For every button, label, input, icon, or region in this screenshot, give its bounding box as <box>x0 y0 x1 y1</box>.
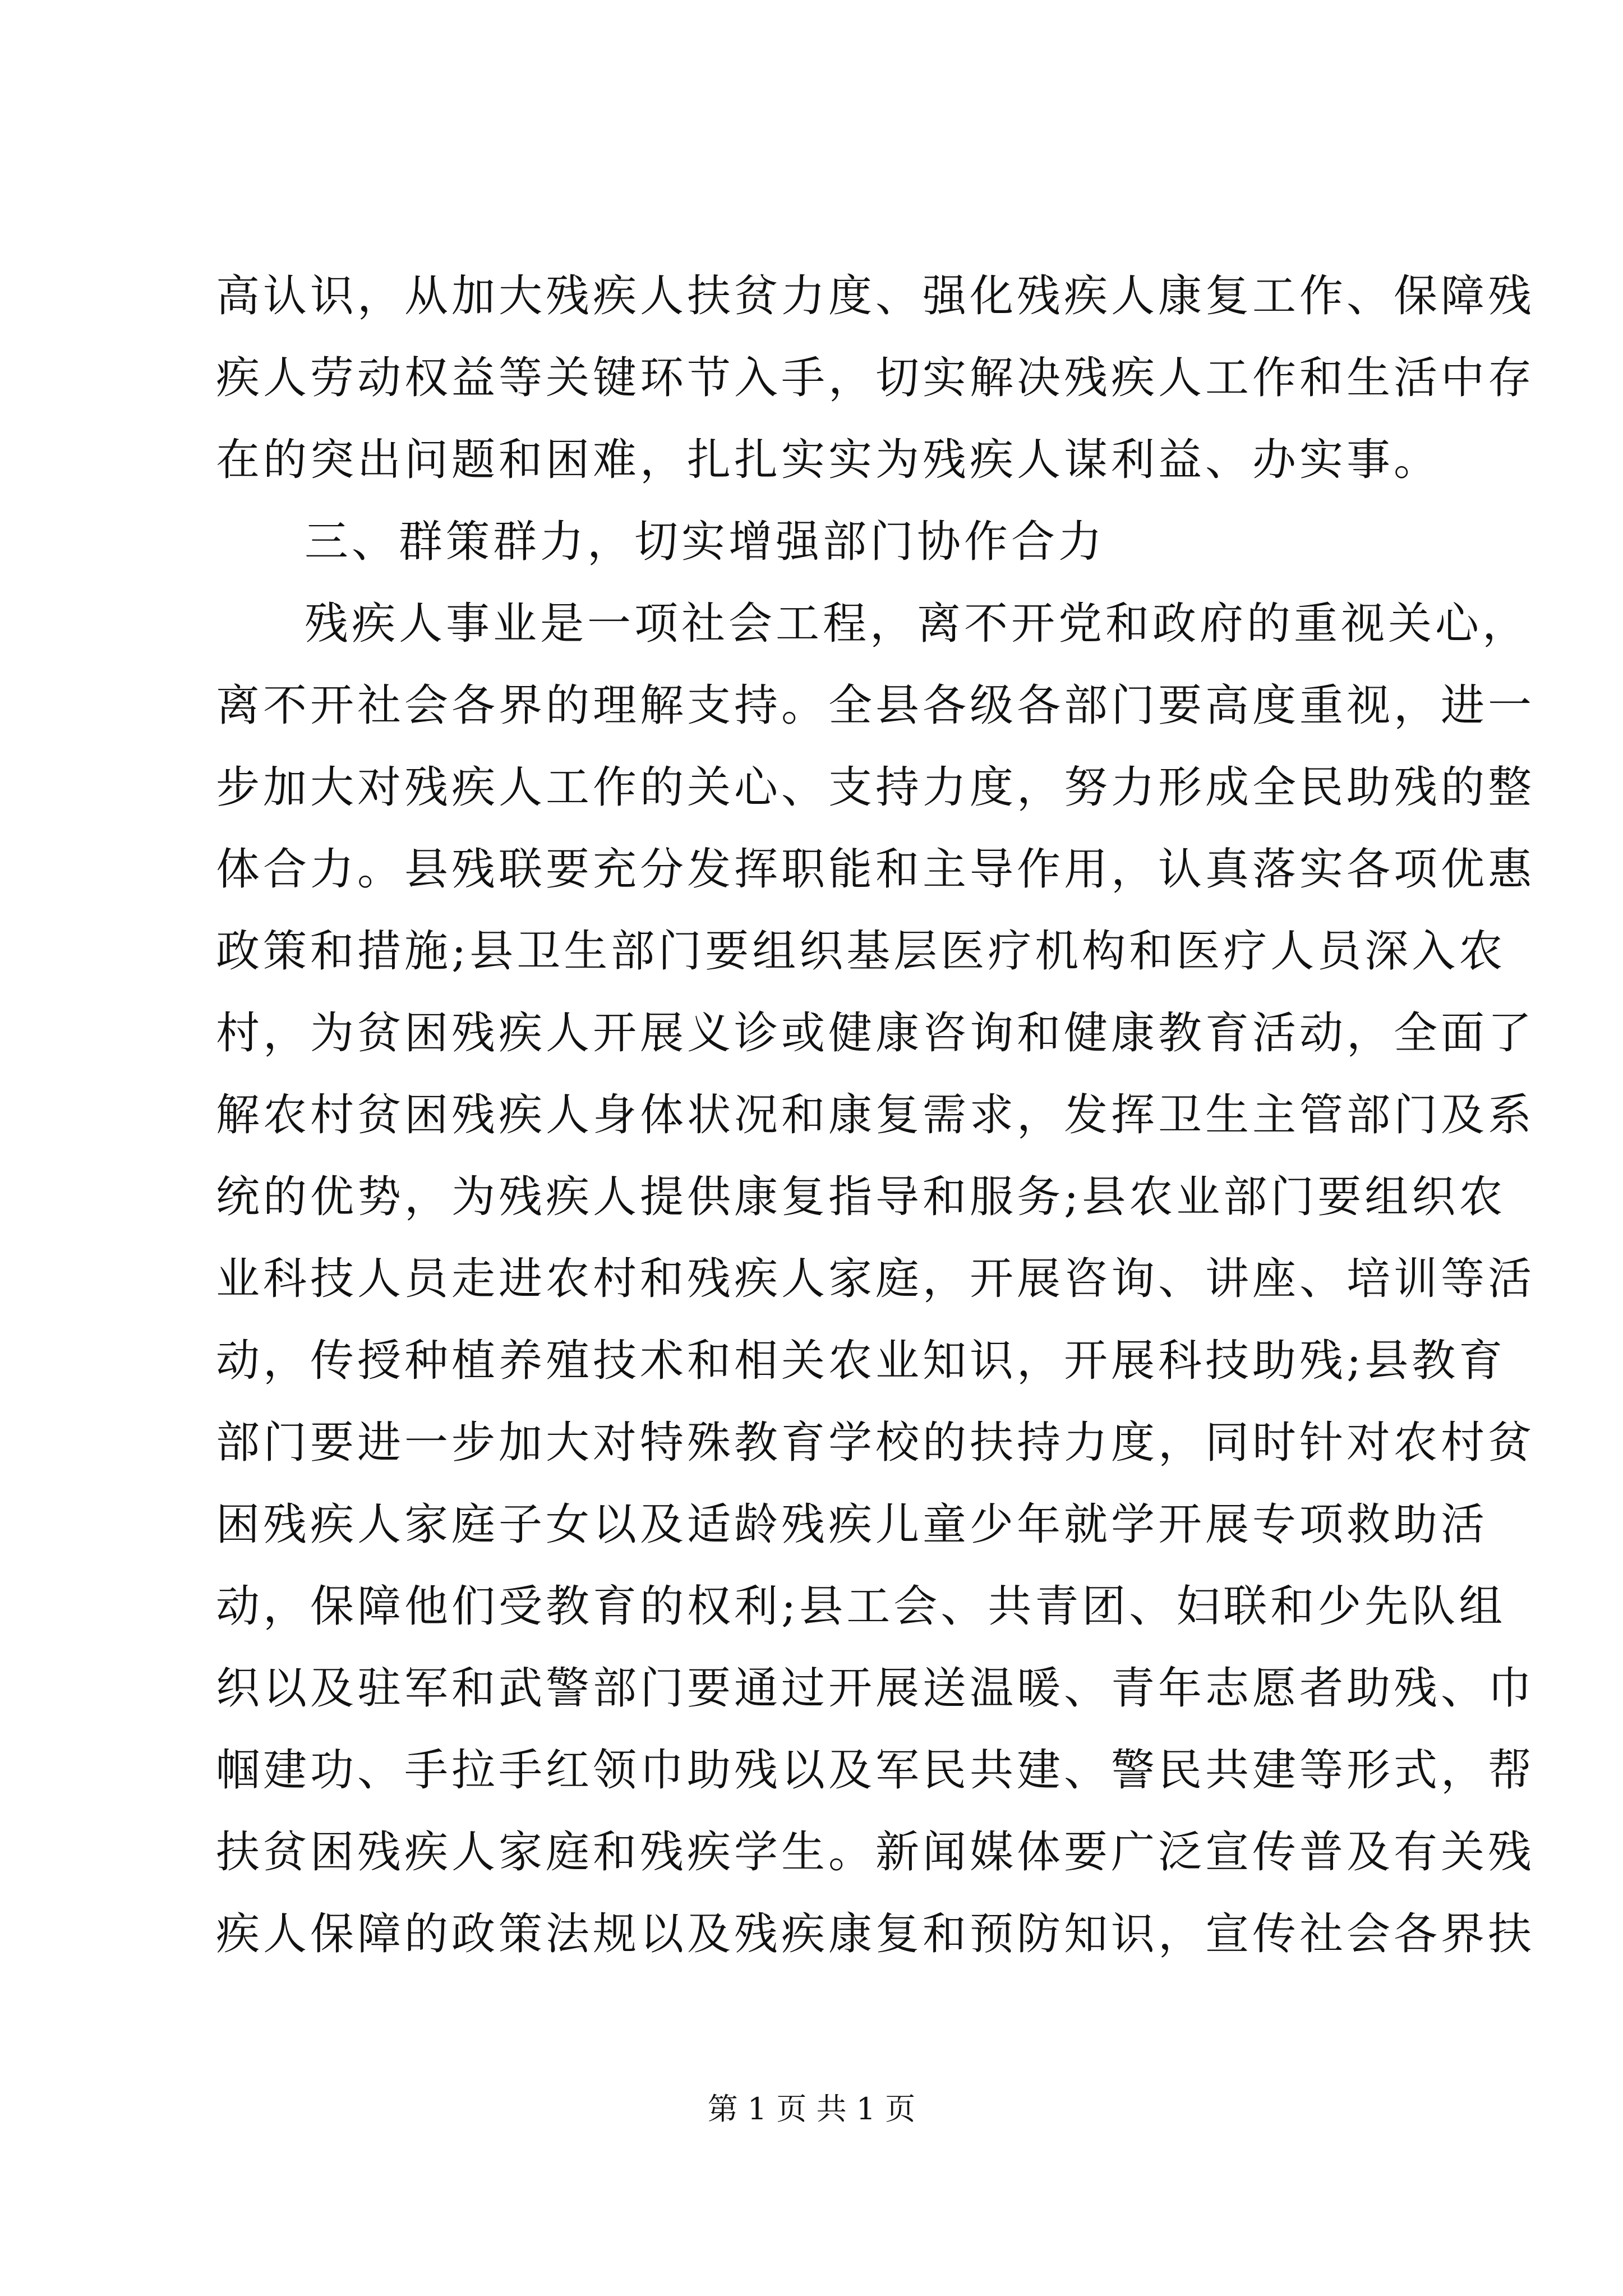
text-line: 部门要进一步加大对特殊教育学校的扶持力度，同时针对农村贫 <box>216 1418 1536 1468</box>
text-line: 疾人劳动权益等关键环节入手，切实解决残疾人工作和生活中存 <box>216 353 1536 403</box>
text-line: 统的优势，为残疾人提供康复指导和服务;县农业部门要组织农 <box>216 1172 1506 1222</box>
text-line: 扶贫困残疾人家庭和残疾学生。新闻媒体要广泛宣传普及有关残 <box>216 1827 1536 1878</box>
paragraph-first-line: 残疾人事业是一项社会工程，离不开党和政府的重视关心， <box>305 599 1530 649</box>
text-line: 高认识，从加大残疾人扶贫力度、强化残疾人康复工作、保障残 <box>216 271 1536 321</box>
text-line: 帼建功、手拉手红领巾助残以及军民共建、警民共建等形式，帮 <box>216 1745 1536 1796</box>
body-text <box>216 255 1536 1975</box>
text-line: 业科技人员走进农村和残疾人家庭，开展咨询、讲座、培训等活 <box>216 1254 1536 1304</box>
section-heading: 三、群策群力，切实增强部门协作合力 <box>305 517 1106 567</box>
text-line: 步加大对残疾人工作的关心、支持力度，努力形成全民助残的整 <box>216 762 1536 813</box>
page-footer: 第 1 页 共 1 页 <box>707 2091 916 2127</box>
text-line: 体合力。县残联要充分发挥职能和主导作用，认真落实各项优惠 <box>216 844 1536 895</box>
text-line: 动，传授种植养殖技术和相关农业知识，开展科技助残;县教育 <box>216 1336 1506 1386</box>
text-line: 织以及驻军和武警部门要通过开展送温暖、青年志愿者助残、巾 <box>216 1663 1536 1714</box>
text-line: 疾人保障的政策法规以及残疾康复和预防知识，宣传社会各界扶 <box>216 1909 1536 1959</box>
text-line: 离不开社会各界的理解支持。全县各级各部门要高度重视，进一 <box>216 680 1536 731</box>
text-line: 解农村贫困残疾人身体状况和康复需求，发挥卫生主管部门及系 <box>216 1090 1536 1140</box>
text-line: 在的突出问题和困难，扎扎实实为残疾人谋利益、办实事。 <box>216 435 1441 485</box>
text-line: 困残疾人家庭子女以及适龄残疾儿童少年就学开展专项救助活 <box>216 1499 1488 1550</box>
text-line: 村，为贫困残疾人开展义诊或健康咨询和健康教育活动，全面了 <box>216 1008 1536 1059</box>
text-line: 政策和措施;县卫生部门要组织基层医疗机构和医疗人员深入农 <box>216 926 1506 977</box>
text-line: 动，保障他们受教育的权利;县工会、共青团、妇联和少先队组 <box>216 1581 1506 1632</box>
